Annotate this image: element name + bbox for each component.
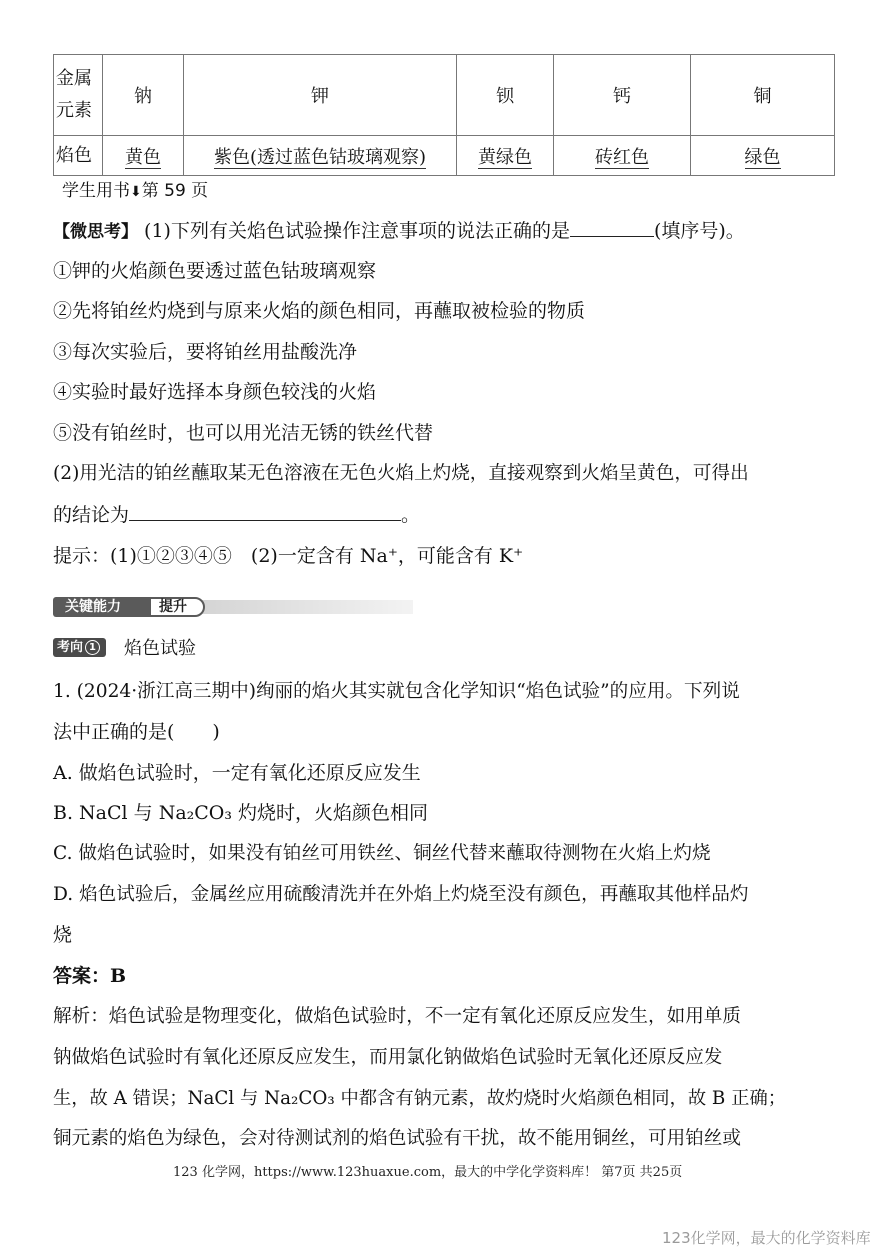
metal-cell: 钾 bbox=[184, 55, 457, 136]
analysis-line: 生，故 A 错误；NaCl 与 Na₂CO₃ 中都含有钠元素，故灼烧时火焰颜色相同，故 B 正确； bbox=[53, 1088, 787, 1109]
metal-cell: 铜 bbox=[691, 55, 835, 136]
answer-value: B bbox=[110, 965, 127, 987]
key-ability-banner bbox=[53, 597, 413, 617]
option-item: ②先将铂丝灼烧到与原来火焰的颜色相同，再蘸取被检验的物质 bbox=[53, 300, 586, 322]
think-question-2: (2)用光洁的铂丝蘸取某无色溶液在无色火焰上灼烧，直接观察到火焰呈黄色，可得出 bbox=[53, 463, 749, 484]
analysis-line: 铜元素的焰色为绿色，会对待测试剂的焰色试验有干扰，故不能用铜丝，可用铂丝或 bbox=[53, 1128, 741, 1149]
color-cell: 砖红色 bbox=[595, 146, 649, 168]
option-item: ①钾的火焰颜色要透过蓝色钴玻璃观察 bbox=[53, 260, 377, 282]
option-item: ④实验时最好选择本身颜色较浅的火焰 bbox=[53, 381, 377, 403]
question-stem-cont: 法中正确的是( ) bbox=[53, 721, 220, 743]
topic-tag: 考向 1 bbox=[53, 638, 106, 657]
answer-blank bbox=[129, 520, 401, 521]
choice-a: A. 做焰色试验时，一定有氧化还原反应发生 bbox=[53, 762, 421, 784]
analysis-line: 解析：焰色试验是物理变化，做焰色试验时，不一定有氧化还原反应发生，如用单质 bbox=[53, 1006, 741, 1027]
flame-color-table bbox=[53, 54, 835, 176]
think-question-2-cont: 的结论为 。 bbox=[53, 504, 421, 526]
table-header-color: 焰色 bbox=[54, 136, 103, 176]
choice-d: D. 焰色试验后，金属丝应用硫酸清洗并在外焰上灼烧至没有颜色，再蘸取其他样品灼 bbox=[53, 884, 749, 905]
hint-text: 提示：(1)①②③④⑤ (2)一定含有 Na⁺，可能含有 K⁺ bbox=[53, 545, 524, 567]
table-header-metal: 金属元素 bbox=[54, 55, 103, 136]
option-item: ⑤没有铂丝时，也可以用光洁无锈的铁丝代替 bbox=[53, 422, 434, 444]
metal-cell: 钡 bbox=[457, 55, 554, 136]
color-cell: 紫色(透过蓝色钴玻璃观察) bbox=[213, 146, 427, 168]
question-stem: 1. (2024·浙江高三期中)绚丽的焰火其实就包含化学知识“焰色试验”的应用。下列说 bbox=[53, 681, 740, 702]
answer-line: 答案：B bbox=[53, 965, 127, 987]
choice-c: C. 做焰色试验时，如果没有铂丝可用铁丝、铜丝代替来蘸取待测物在火焰上灼烧 bbox=[53, 843, 711, 864]
metal-cell: 钙 bbox=[554, 55, 691, 136]
page-footer: 123 化学网，https://www.123huaxue.com，最大的中学化学资料库！ 第7页 共25页 bbox=[173, 1165, 683, 1180]
book-reference: 学生用书⬇第 59 页 bbox=[62, 181, 209, 201]
think-tag: 【微思考】 bbox=[53, 222, 138, 242]
metal-cell: 钠 bbox=[103, 55, 184, 136]
option-item: ③每次实验后，要将铂丝用盐酸洗净 bbox=[53, 341, 358, 363]
banner-left: 关键能力 bbox=[53, 597, 151, 617]
down-arrow-icon: ⬇ bbox=[130, 184, 142, 200]
banner-right: 提升 bbox=[149, 597, 205, 617]
color-cell: 绿色 bbox=[744, 146, 781, 168]
topic-number: 1 bbox=[85, 640, 100, 655]
answer-blank bbox=[570, 236, 654, 237]
color-cell: 黄色 bbox=[125, 146, 161, 168]
analysis-line: 钠做焰色试验时有氧化还原反应发生，而用氯化钠做焰色试验时无氧化还原反应发 bbox=[53, 1047, 723, 1068]
topic-title: 焰色试验 bbox=[124, 638, 196, 659]
color-cell: 黄绿色 bbox=[478, 146, 532, 168]
choice-d-cont: 烧 bbox=[53, 924, 73, 946]
choice-b: B. NaCl 与 Na₂CO₃ 灼烧时，火焰颜色相同 bbox=[53, 802, 429, 824]
watermark: 123化学网，最大的化学资料库 bbox=[662, 1229, 871, 1247]
think-question-1: 【微思考】 (1)下列有关焰色试验操作注意事项的说法正确的是 (填序号)。 bbox=[53, 220, 745, 242]
